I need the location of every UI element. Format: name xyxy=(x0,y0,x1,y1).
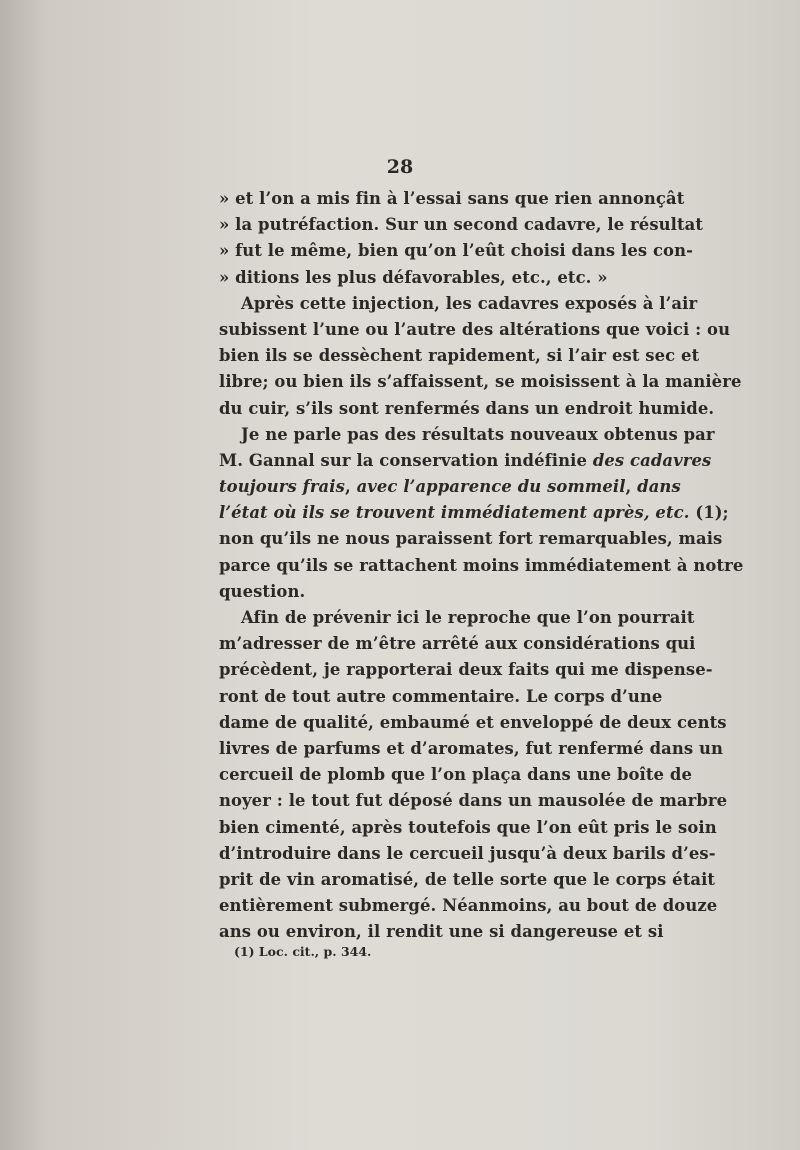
footnote: (1) Loc. cit., p. 344. xyxy=(234,944,372,959)
text-line xyxy=(219,684,663,710)
text-segment: m’adresser de m’être arrêté aux considérations qui xyxy=(219,634,696,654)
text-segment: (1); xyxy=(689,503,729,523)
text-segment: » et l’on a mis fin à l’essai sans que rien annonçât xyxy=(219,189,685,208)
text-line xyxy=(219,710,727,736)
text-segment: ront de tout autre commentaire. Le corps d’une xyxy=(219,686,663,706)
text-segment: précèdent, je rapporterai deux faits qui me dispense- xyxy=(219,660,713,680)
text-segment: , xyxy=(625,477,638,497)
text-line xyxy=(219,919,664,945)
text-segment: » la putréfaction. Sur un second cadavre, le résultat xyxy=(219,215,704,235)
text-segment: dame de qualité, embaumé et enveloppé de deux cents xyxy=(219,712,727,732)
text-line xyxy=(219,186,685,212)
text-segment: parce qu’ils se rattachent moins immédiatement à notre xyxy=(219,555,744,575)
text-segment: » ditions les plus défavorables, etc., etc. » xyxy=(219,267,608,287)
italic-text: toujours frais xyxy=(219,477,345,497)
text-segment: Après cette injection, les cadavres exposés à l’air xyxy=(241,293,698,313)
text-segment: question. xyxy=(219,581,306,601)
text-line xyxy=(219,815,717,841)
text-line xyxy=(219,893,718,919)
text-segment: du cuir, s’ils sont renfermés dans un endroit humide. xyxy=(219,398,715,418)
text-segment: » fut le même, bien qu’on l’eût choisi dans les con- xyxy=(219,241,694,261)
italic-text: avec l’apparence du sommeil xyxy=(356,477,626,497)
text-line xyxy=(219,291,698,317)
italic-text: l’état où ils se trouvent immédiatement après, etc. xyxy=(219,503,690,523)
text-segment: bien cimenté, après toutefois que l’on eût pris le soin xyxy=(219,817,717,837)
text-line xyxy=(219,448,712,474)
text-line xyxy=(219,762,692,788)
text-line xyxy=(219,788,728,814)
text-line xyxy=(219,317,731,343)
text-segment: livres de parfums et d’aromates, fut renfermé dans un xyxy=(219,738,724,758)
text-segment: ans ou environ, il rendit une si dangereuse et si xyxy=(219,922,664,942)
text-segment: noyer : le tout fut déposé dans un mausolée de marbre xyxy=(219,791,728,811)
text-line xyxy=(219,553,744,579)
text-line xyxy=(219,657,713,683)
text-line xyxy=(219,396,715,422)
text-line xyxy=(219,631,696,657)
text-line xyxy=(219,841,716,867)
text-segment: Afin de prévenir ici le reproche que l’on pourrait xyxy=(241,608,695,627)
text-line xyxy=(219,343,700,369)
text-segment: Je ne parle pas des résultats nouveaux obtenus par xyxy=(241,424,715,444)
text-line xyxy=(219,500,729,526)
text-segment: libre; ou bien ils s’affaissent, se moisissent à la manière xyxy=(219,372,742,392)
text-segment: entièrement submergé. Néanmoins, au bout de douze xyxy=(219,896,718,916)
text-line xyxy=(219,422,715,448)
text-segment: , xyxy=(344,477,357,497)
text-segment: prit de vin aromatisé, de telle sorte que le corps était xyxy=(219,869,716,889)
text-line xyxy=(219,579,660,605)
text-segment: cercueil de plomb que l’on plaça dans une boîte de xyxy=(219,765,692,785)
text-line xyxy=(219,238,694,264)
text-line xyxy=(219,605,695,631)
text-segment: non qu’ils ne nous paraissent fort remarquables, mais xyxy=(219,529,723,549)
italic-text: des cadavres xyxy=(592,450,712,470)
text-line xyxy=(219,212,704,238)
italic-text: dans xyxy=(637,477,681,497)
text-segment: bien ils se dessèchent rapidement, si l’air est sec et xyxy=(219,346,700,366)
body-text xyxy=(219,186,744,945)
text-line xyxy=(219,867,716,893)
text-line xyxy=(219,369,742,395)
text-segment: subissent l’une ou l’autre des altérations que voici : ou xyxy=(219,319,731,339)
text-line xyxy=(219,526,723,552)
text-segment: M. Gannal sur la conservation indéfinie xyxy=(219,450,593,470)
page-number: 28 xyxy=(386,156,414,178)
text-line xyxy=(219,736,724,762)
text-line xyxy=(219,265,660,291)
text-segment: d’introduire dans le cercueil jusqu’à deux barils d’es- xyxy=(219,843,716,863)
text-line xyxy=(219,474,681,500)
